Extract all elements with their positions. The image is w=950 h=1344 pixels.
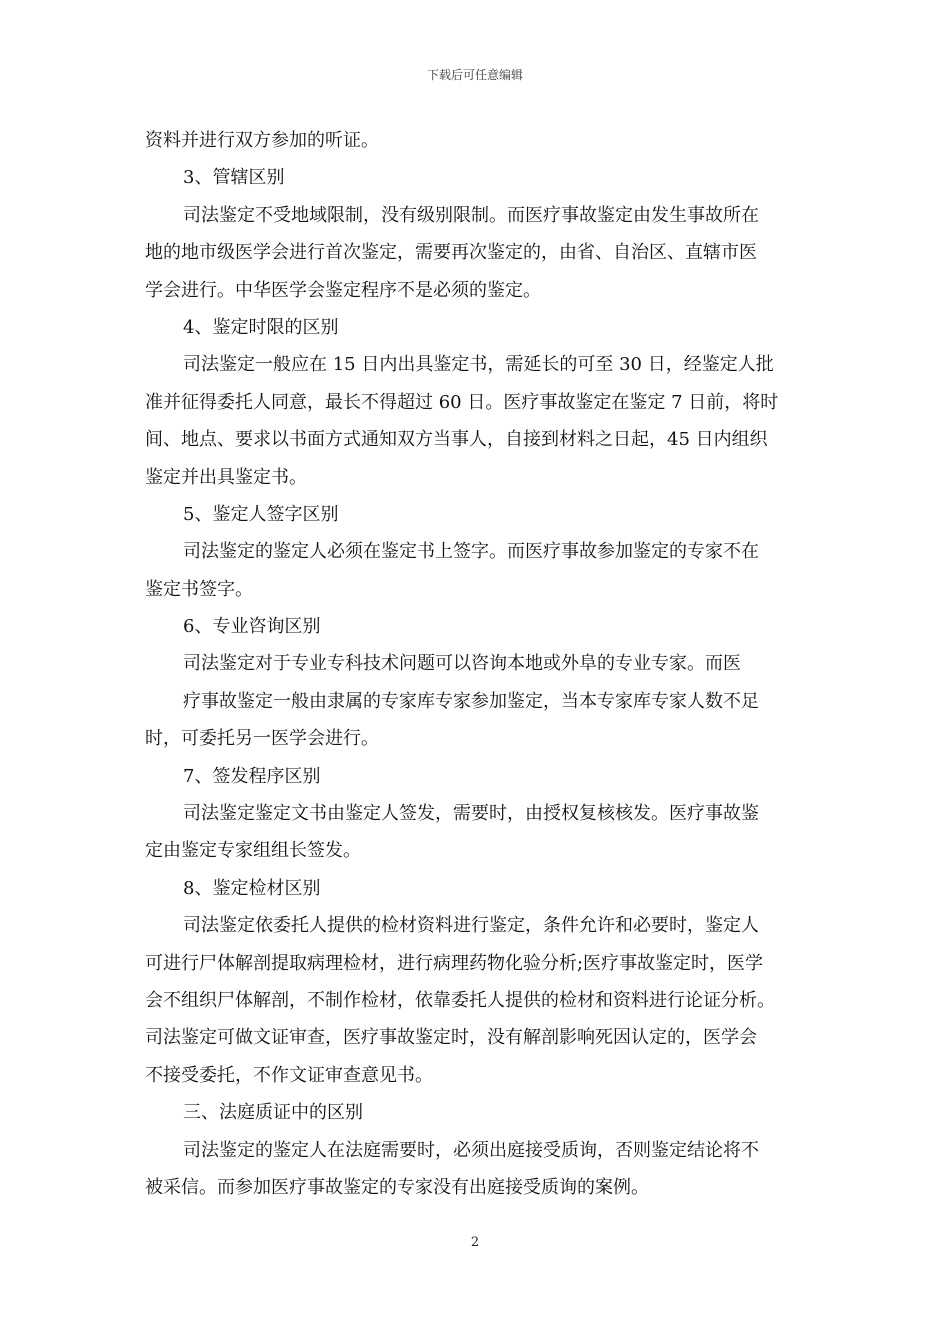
paragraph-line: 间、地点、要求以书面方式通知双方当事人，自接到材料之日起，45 日内组织 xyxy=(145,429,768,451)
paragraph-first-line: 司法鉴定鉴定文书由鉴定人签发，需要时，由授权复核核发。医疗事故鉴 xyxy=(183,803,759,825)
section-heading: 三、法庭质证中的区别 xyxy=(183,1102,363,1124)
paragraph-line: 资料并进行双方参加的听证。 xyxy=(145,130,379,151)
paragraph-line: 鉴定书签字。 xyxy=(145,578,253,600)
section-heading: 5、鉴定人签字区别 xyxy=(183,503,339,525)
paragraph-line: 时，可委托另一医学会进行。 xyxy=(145,728,379,750)
paragraph-line: 地的地市级医学会进行首次鉴定，需要再次鉴定的，由省、自治区、直辖市医 xyxy=(145,242,757,264)
section-heading: 4、鉴定时限的区别 xyxy=(183,316,339,338)
paragraph-line: 被采信。而参加医疗事故鉴定的专家没有出庭接受质询的案例。 xyxy=(145,1176,649,1198)
paragraph-first-line: 司法鉴定的鉴定人必须在鉴定书上签字。而医疗事故参加鉴定的专家不在 xyxy=(183,541,759,563)
paragraph-line: 司法鉴定可做文证审查，医疗事故鉴定时，没有解剖影响死因认定的，医学会 xyxy=(145,1027,757,1049)
paragraph-line: 可进行尸体解剖提取病理检材，进行病理药物化验分析;医疗事故鉴定时，医学 xyxy=(145,952,764,974)
paragraph-line: 定由鉴定专家组组长签发。 xyxy=(145,840,361,862)
page-header: 下载后可任意编辑 xyxy=(426,68,523,82)
paragraph-first-line: 司法鉴定的鉴定人在法庭需要时，必须出庭接受质询，否则鉴定结论将不 xyxy=(183,1139,759,1161)
paragraph-line: 学会进行。中华医学会鉴定程序不是必须的鉴定。 xyxy=(145,279,541,301)
section-heading: 8、鉴定检材区别 xyxy=(183,877,321,899)
paragraph-line: 准并征得委托人同意，最长不得超过 60 日。医疗事故鉴定在鉴定 7 日前，将时 xyxy=(145,391,779,413)
paragraph-first-line: 司法鉴定一般应在 15 日内出具鉴定书，需延长的可至 30 日，经鉴定人批 xyxy=(183,354,774,376)
section-heading: 6、专业咨询区别 xyxy=(183,616,321,638)
paragraph-first-line: 司法鉴定对于专业专科技术问题可以咨询本地或外阜的专业专家。而医 xyxy=(183,653,741,675)
paragraph-line: 鉴定并出具鉴定书。 xyxy=(145,466,307,488)
paragraph-first-line: 司法鉴定不受地域限制，没有级别限制。而医疗事故鉴定由发生事故所在 xyxy=(183,204,759,226)
page-number: 2 xyxy=(470,1235,480,1250)
document-body xyxy=(145,122,810,1206)
section-heading: 7、签发程序区别 xyxy=(183,765,321,787)
paragraph-first-line: 疗事故鉴定一般由隶属的专家库专家参加鉴定，当本专家库专家人数不足 xyxy=(183,690,759,712)
paragraph-line: 会不组织尸体解剖，不制作检材，依靠委托人提供的检材和资料进行论证分析。 xyxy=(145,989,775,1011)
section-heading: 3、管辖区别 xyxy=(183,167,285,189)
paragraph-first-line: 司法鉴定依委托人提供的检材资料进行鉴定，条件允许和必要时，鉴定人 xyxy=(183,915,759,937)
paragraph-line: 不接受委托，不作文证审查意见书。 xyxy=(145,1064,433,1086)
